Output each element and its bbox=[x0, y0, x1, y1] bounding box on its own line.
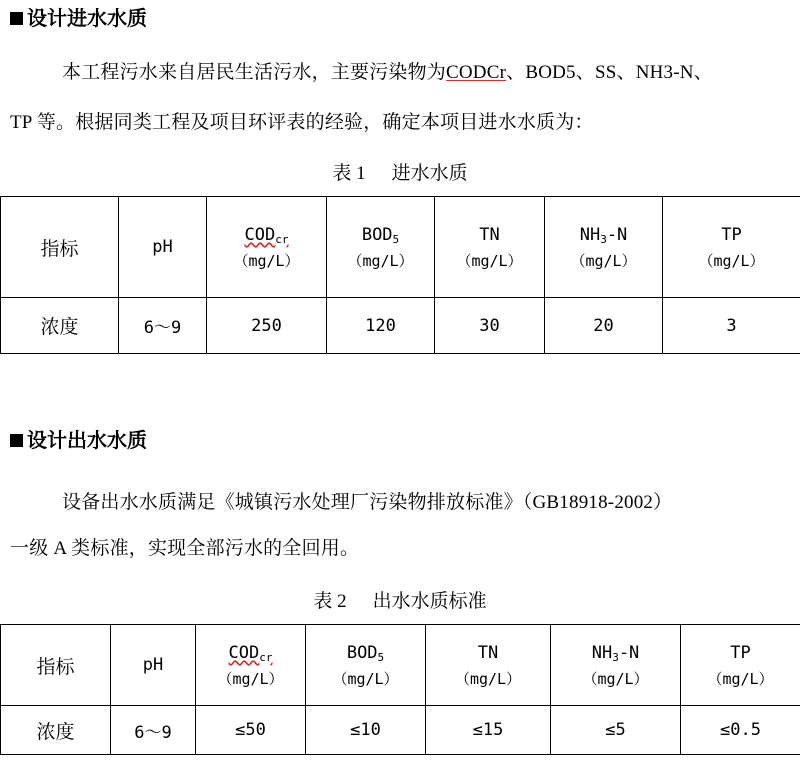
header-tp-label: TP bbox=[730, 643, 751, 663]
header-bod-unit: （mg/L） bbox=[332, 670, 399, 689]
section-heading-outflow-text: 设计出水水质 bbox=[27, 428, 147, 452]
section-heading-inflow-text: 设计进水水质 bbox=[27, 6, 147, 30]
table-outflow-water-quality bbox=[0, 624, 800, 755]
paragraph-inflow-line1-part2: 、BOD5、SS、NH3-N、 bbox=[506, 62, 713, 83]
table-caption-inflow-label: 表 1 bbox=[332, 163, 366, 184]
header-tn-label: TN bbox=[477, 643, 499, 663]
cell-bod-value: ≤10 bbox=[306, 706, 426, 755]
cell-tn-value: ≤15 bbox=[426, 706, 551, 755]
table-row bbox=[1, 197, 800, 298]
header-cell-tn bbox=[426, 625, 551, 706]
header-bod-label: $BOD_5$ bbox=[361, 225, 400, 246]
cell-bod-value: 120 bbox=[327, 298, 435, 354]
header-bod-label: $BOD_5$ bbox=[346, 643, 385, 664]
table-caption-inflow-title: 进水水质 bbox=[391, 163, 468, 184]
header-cell-bod bbox=[306, 625, 426, 706]
header-cell-cod bbox=[207, 197, 327, 298]
header-bod-unit: （mg/L） bbox=[347, 252, 414, 271]
cell-cod-value: ≤50 bbox=[196, 706, 306, 755]
square-bullet-icon bbox=[10, 12, 23, 25]
cell-ph-value: 6～9 bbox=[119, 298, 207, 354]
header-nh3n-unit: （mg/L） bbox=[570, 252, 637, 271]
header-cell-ph: pH bbox=[111, 625, 196, 706]
header-cell-nh3n bbox=[545, 197, 663, 298]
header-nh3n-unit: （mg/L） bbox=[582, 670, 649, 689]
header-tn-unit: （mg/L） bbox=[456, 252, 523, 271]
header-cod-label: $COD_{cr}$ bbox=[244, 225, 289, 246]
table-caption-inflow bbox=[0, 158, 800, 185]
cell-row-label: 浓度 bbox=[1, 298, 119, 354]
cell-tp-value: 3 bbox=[663, 298, 800, 354]
header-nh3n-label: $NH_3-N$ bbox=[579, 225, 628, 246]
table-caption-outflow-title: 出水水质标准 bbox=[372, 591, 487, 612]
header-cell-indicator: 指标 bbox=[1, 197, 119, 298]
paragraph-inflow-underlined-term: CODCr bbox=[446, 62, 507, 83]
header-cod-unit: （mg/L） bbox=[233, 252, 300, 271]
header-cell-indicator: 指标 bbox=[1, 625, 111, 706]
table-row bbox=[1, 706, 800, 755]
header-tp-label: TP bbox=[721, 225, 742, 245]
header-cell-nh3n bbox=[551, 625, 681, 706]
header-cod-unit: （mg/L） bbox=[217, 670, 284, 689]
paragraph-outflow-line1 bbox=[10, 478, 790, 528]
section-heading-outflow bbox=[10, 428, 147, 452]
header-cell-tp bbox=[663, 197, 800, 298]
table-inflow-water-quality bbox=[0, 196, 800, 354]
table-caption-outflow bbox=[0, 586, 800, 613]
table-caption-outflow-label: 表 2 bbox=[313, 591, 347, 612]
table-row bbox=[1, 625, 800, 706]
cell-cod-value: 250 bbox=[207, 298, 327, 354]
paragraph-outflow-line2: 一级 A 类标准，实现全部污水的全回用。 bbox=[10, 538, 360, 559]
header-cell-ph: pH bbox=[119, 197, 207, 298]
header-tn-unit: （mg/L） bbox=[454, 670, 522, 689]
header-cell-tn bbox=[435, 197, 545, 298]
header-cell-bod bbox=[327, 197, 435, 298]
paragraph-inflow-line2: TP 等。根据同类工程及项目环评表的经验，确定本项目进水水质为： bbox=[10, 112, 594, 133]
header-cell-tp bbox=[681, 625, 800, 706]
paragraph-outflow-line1-text: 设备出水水质满足《城镇污水处理厂污染物排放标准》（GB18918-2002） bbox=[62, 492, 673, 513]
header-nh3n-label: $NH_3-N$ bbox=[591, 643, 640, 664]
header-tn-label: TN bbox=[479, 225, 500, 245]
header-tp-unit: （mg/L） bbox=[707, 670, 774, 689]
header-cell-cod bbox=[196, 625, 306, 706]
paragraph-inflow-line1 bbox=[10, 48, 790, 98]
square-bullet-icon bbox=[10, 434, 23, 447]
cell-nh3n-value: ≤5 bbox=[551, 706, 681, 755]
cell-tp-value: ≤0.5 bbox=[681, 706, 800, 755]
cell-ph-value: 6～9 bbox=[111, 706, 196, 755]
header-cod-label: $COD_{cr}$ bbox=[228, 643, 273, 664]
cell-nh3n-value: 20 bbox=[545, 298, 663, 354]
table-row bbox=[1, 298, 800, 354]
cell-row-label: 浓度 bbox=[1, 706, 111, 755]
cell-tn-value: 30 bbox=[435, 298, 545, 354]
section-heading-inflow bbox=[10, 6, 147, 30]
paragraph-inflow-line1-part1: 本工程污水来自居民生活污水，主要污染物为 bbox=[62, 62, 447, 83]
header-tp-unit: （mg/L） bbox=[698, 252, 765, 271]
